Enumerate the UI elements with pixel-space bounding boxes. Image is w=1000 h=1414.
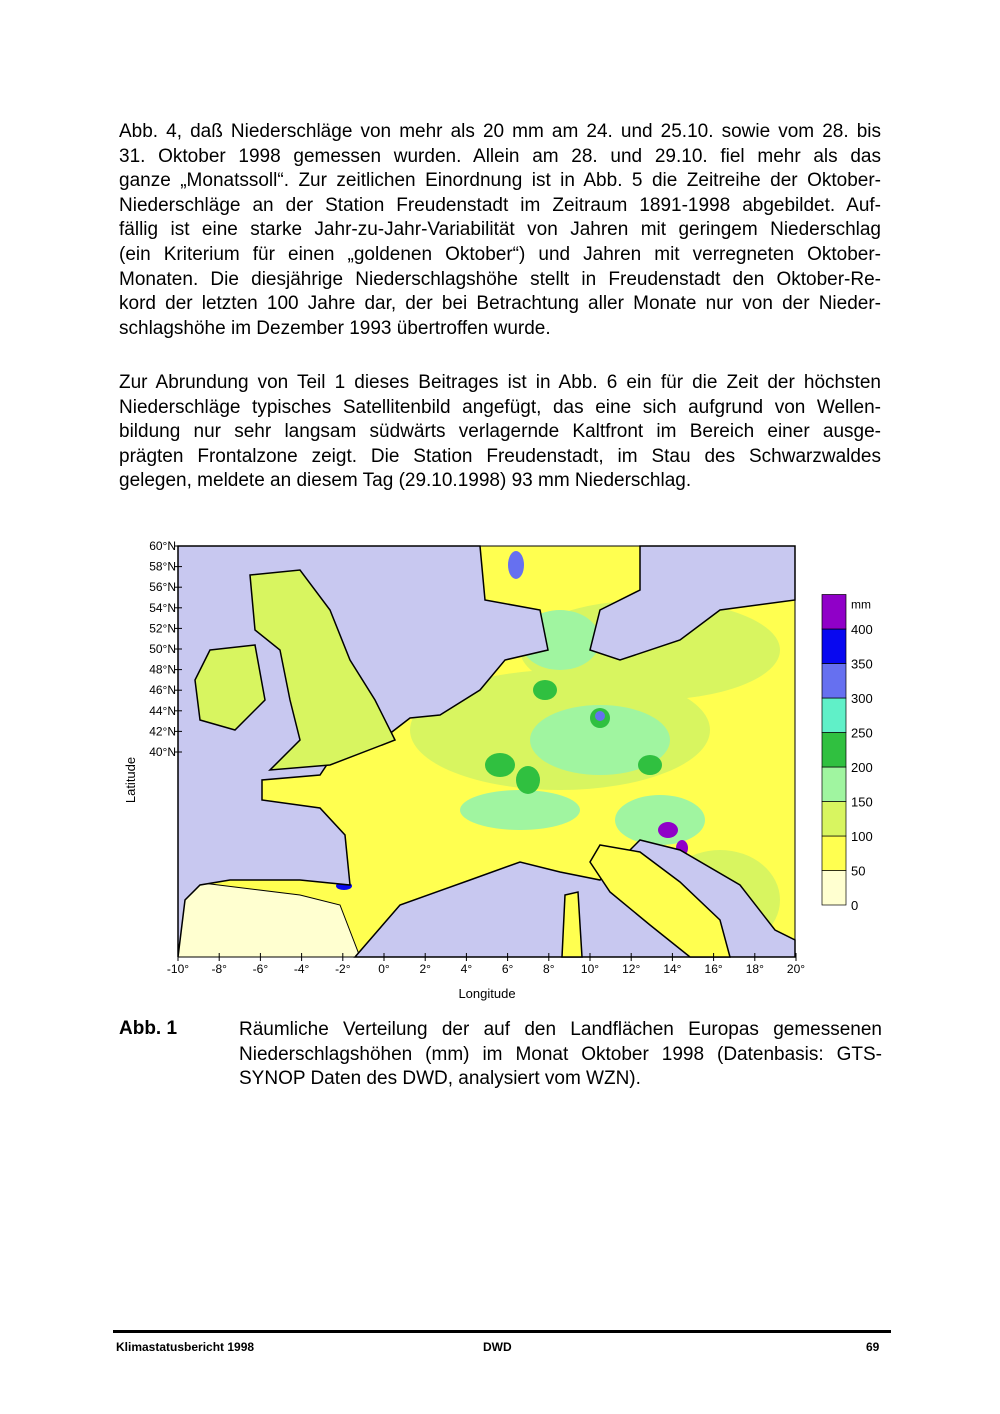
lon-tick-label: 0° bbox=[378, 962, 390, 976]
legend-swatch bbox=[822, 595, 846, 630]
lon-tick-label: 16° bbox=[704, 962, 723, 976]
lon-tick-label: 6° bbox=[501, 962, 514, 976]
text-line: schlagshöhe im Dezember 1993 übertroffen wurde. bbox=[119, 317, 551, 339]
legend-label: 400 bbox=[851, 622, 873, 637]
text-line: prägten Frontalzone zeigt. Die Station Freudenstadt, im Stau des Schwarzwaldes bbox=[119, 445, 881, 467]
lon-tick-label: 20° bbox=[786, 962, 806, 976]
lon-tick-label: 10° bbox=[580, 962, 600, 976]
text-line: gelegen, meldete an diesem Tag (29.10.1998) 93 mm Niederschlag. bbox=[119, 470, 692, 492]
lat-tick-label: 44°N bbox=[149, 703, 176, 718]
lat-tick-label: 52°N bbox=[149, 621, 176, 636]
caption-line: Räumliche Verteilung der auf den Landflächen Europas gemessenen bbox=[239, 1019, 882, 1040]
legend-unit: mm bbox=[851, 597, 871, 612]
legend-swatch bbox=[822, 664, 846, 699]
lat-tick-label: 46°N bbox=[149, 683, 176, 698]
text-line: 31. Oktober 1998 gemessen wurden. Allein am 28. und 29.10. fiel mehr als das bbox=[119, 145, 881, 167]
legend-label: 50 bbox=[851, 863, 866, 879]
lon-tick-label: -2° bbox=[335, 962, 351, 976]
paragraph bbox=[119, 120, 881, 341]
text-line: Monaten. Die diesjährige Niederschlagshöhe stellt in Freudenstadt den Oktober-Re- bbox=[119, 268, 881, 290]
y-axis-label: Latitude bbox=[123, 756, 138, 804]
legend-swatch bbox=[822, 871, 846, 906]
caption-line: SYNOP Daten des DWD, analysiert vom WZN). bbox=[239, 1068, 641, 1090]
legend-swatch bbox=[822, 836, 846, 871]
legend-label: 200 bbox=[851, 760, 873, 775]
lat-tick-label: 54°N bbox=[149, 600, 176, 615]
lon-tick-label: -10° bbox=[166, 962, 190, 976]
lon-tick-label: 4° bbox=[460, 962, 473, 976]
lon-tick-label: 14° bbox=[663, 962, 682, 976]
figure-caption bbox=[239, 1018, 882, 1092]
text-line: kord der letzten 100 Jahre dar, der bei Betrachtung aller Monate nur von der Nieder- bbox=[119, 293, 881, 315]
lat-tick-label: 40°N bbox=[149, 745, 176, 759]
x-axis-label: Longitude bbox=[458, 986, 516, 1001]
caption-line: Niederschlagshöhen (mm) im Monat Oktober 1998 (Datenbasis: GTS- bbox=[239, 1043, 882, 1065]
legend-label: 0 bbox=[851, 898, 859, 913]
caption-label: Abb. 1 bbox=[119, 1018, 178, 1039]
page-number: 69 bbox=[866, 1340, 880, 1354]
text-line: (ein Kriterium für einen „goldenen Oktober“) und Jahren mit verregneten Oktober- bbox=[119, 243, 881, 265]
text-line: Niederschläge an der Station Freudenstadt im Zeitraum 1891-1998 abgebildet. Auf- bbox=[119, 194, 881, 216]
text-line: ganze „Monatssoll“. Zur zeitlichen Einordnung ist in Abb. 5 die Zeitreihe der Oktober- bbox=[119, 170, 881, 192]
text-line: Abb. 4, daß Niederschläge von mehr als 20 mm am 24. und 25.10. sowie vom 28. bis bbox=[119, 121, 881, 142]
text-line: Zur Abrundung von Teil 1 dieses Beitrages ist in Abb. 6 ein für die Zeit der höchsten bbox=[119, 372, 881, 393]
legend-swatch bbox=[822, 629, 846, 664]
precipitation-map-figure bbox=[100, 530, 873, 1010]
lat-tick-label: 48°N bbox=[149, 662, 176, 677]
lat-tick-label: 50°N bbox=[149, 642, 176, 656]
lat-tick-label: 58°N bbox=[149, 559, 176, 574]
text-line: bildung nur sehr langsam südwärts verlagernde Kaltfront im Bereich einer ausge- bbox=[119, 421, 881, 443]
legend-swatch bbox=[822, 698, 846, 733]
legend-label: 300 bbox=[851, 691, 873, 706]
footer-publisher: DWD bbox=[483, 1340, 512, 1354]
lat-tick-label: 60°N bbox=[149, 539, 176, 553]
lon-tick-label: 8° bbox=[543, 962, 555, 976]
lon-tick-label: -8° bbox=[211, 962, 227, 976]
lon-tick-label: 18° bbox=[745, 962, 764, 976]
legend-label: 250 bbox=[851, 725, 873, 741]
legend-swatch bbox=[822, 802, 846, 837]
text-line: fällig ist eine starke Jahr-zu-Jahr-Variabilität von Jahren mit geringem Niederschlag bbox=[119, 219, 881, 241]
lat-tick-label: 42°N bbox=[149, 724, 176, 739]
legend-swatch bbox=[822, 767, 846, 802]
lon-tick-label: -4° bbox=[293, 962, 310, 976]
footer-title: Klimastatusbericht 1998 bbox=[116, 1340, 255, 1354]
lat-tick-label: 56°N bbox=[149, 580, 176, 595]
legend-label: 100 bbox=[851, 829, 873, 844]
legend-label: 350 bbox=[851, 656, 873, 672]
lon-tick-label: 2° bbox=[419, 962, 431, 976]
text-line: Niederschläge typisches Satellitenbild angefügt, das eine sich aufgrund von Wellen- bbox=[119, 396, 881, 418]
legend-label: 150 bbox=[851, 794, 873, 810]
legend-swatch bbox=[822, 733, 846, 768]
footer-rule bbox=[113, 1330, 891, 1333]
paragraph bbox=[119, 371, 881, 494]
lon-tick-label: -6° bbox=[252, 962, 269, 976]
lon-tick-label: 12° bbox=[622, 962, 641, 976]
